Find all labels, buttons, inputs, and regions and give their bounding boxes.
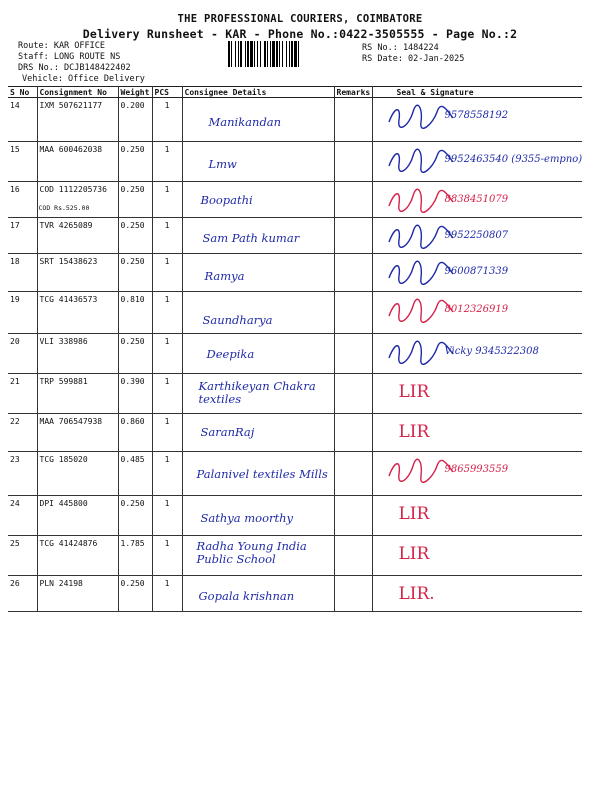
row-pcs-text: 1 xyxy=(164,101,170,110)
row-signature xyxy=(372,374,582,414)
row-sno xyxy=(8,142,37,182)
row-pcs xyxy=(152,576,182,612)
row-consignment-no-text: MAA 600462038 xyxy=(39,145,103,154)
row-pcs xyxy=(152,218,182,254)
row-weight-text: 0.200 xyxy=(120,101,145,110)
rs-date: RS Date: 02-Jan-2025 xyxy=(362,54,465,64)
col-weight: Weight xyxy=(118,87,152,98)
row-pcs-text: 1 xyxy=(164,499,170,508)
row-consignee xyxy=(182,98,334,142)
consignee-handwriting: Sam Path kumar xyxy=(202,231,300,245)
row-weight-text: 0.860 xyxy=(120,417,145,426)
table-row xyxy=(8,414,582,452)
row-consignee xyxy=(182,576,334,612)
row-consignment-no-text: SRT 15438623 xyxy=(39,257,98,266)
row-consignment-no xyxy=(37,182,118,218)
table-row xyxy=(8,452,582,496)
row-weight-text: 0.250 xyxy=(120,499,145,508)
row-weight-text: 0.250 xyxy=(120,185,145,194)
row-remarks xyxy=(334,218,372,254)
row-consignment-no-text: DPI 445800 xyxy=(39,499,88,508)
table-row xyxy=(8,576,582,612)
row-signature xyxy=(372,292,582,334)
barcode-image xyxy=(228,41,348,67)
row-weight xyxy=(118,98,152,142)
signature-text: 9600871339 xyxy=(444,266,509,277)
row-pcs-text: 1 xyxy=(164,455,170,464)
row-consignment-no xyxy=(37,98,118,142)
row-weight xyxy=(118,414,152,452)
row-remarks xyxy=(334,452,372,496)
table-header-row xyxy=(8,87,582,98)
row-consignment-no xyxy=(37,536,118,576)
row-pcs xyxy=(152,414,182,452)
row-signature xyxy=(372,98,582,142)
row-signature xyxy=(372,414,582,452)
table-row xyxy=(8,536,582,576)
col-consignment: Consignment No xyxy=(37,87,118,98)
row-consignee xyxy=(182,334,334,374)
row-weight-text: 0.250 xyxy=(120,579,145,588)
row-pcs-text: 1 xyxy=(164,579,170,588)
row-remarks xyxy=(334,536,372,576)
cod-amount: COD Rs.525.00 xyxy=(38,204,90,212)
row-remarks xyxy=(334,374,372,414)
row-pcs-text: 1 xyxy=(164,145,170,154)
consignee-handwriting: Karthikeyan Chakra textiles xyxy=(198,379,316,406)
row-sno-text: 23 xyxy=(10,455,20,464)
row-pcs-text: 1 xyxy=(164,417,170,426)
row-pcs xyxy=(152,98,182,142)
row-consignment-no xyxy=(37,218,118,254)
table-row xyxy=(8,496,582,536)
row-remarks xyxy=(334,292,372,334)
signature-text: 9952463540 (9355-empno) xyxy=(444,154,582,165)
row-weight-text: 0.250 xyxy=(120,221,145,230)
row-weight xyxy=(118,536,152,576)
row-pcs xyxy=(152,334,182,374)
signature-text: LIR xyxy=(398,422,430,442)
row-signature xyxy=(372,334,582,374)
row-sno-text: 19 xyxy=(10,295,20,304)
col-sno: S No xyxy=(8,87,37,98)
signature-text: LIR. xyxy=(398,584,435,604)
row-pcs xyxy=(152,182,182,218)
signature-text: 9578558192 xyxy=(444,110,509,121)
row-weight-text: 0.250 xyxy=(120,257,145,266)
row-pcs xyxy=(152,142,182,182)
col-pcs: PCS xyxy=(152,87,182,98)
row-weight-text: 0.810 xyxy=(120,295,145,304)
signature-text: Vicky 9345322308 xyxy=(444,346,539,357)
row-pcs-text: 1 xyxy=(164,377,170,386)
runsheet-table xyxy=(8,86,582,612)
row-consignment-no xyxy=(37,292,118,334)
row-signature xyxy=(372,496,582,536)
signature-text: 8838451079 xyxy=(444,194,509,205)
row-consignment-no xyxy=(37,576,118,612)
row-remarks xyxy=(334,98,372,142)
row-weight-text: 0.250 xyxy=(120,337,145,346)
row-consignment-no xyxy=(37,334,118,374)
row-consignment-no xyxy=(37,414,118,452)
col-signature: Seal & Signature xyxy=(372,87,582,98)
row-sno-text: 22 xyxy=(10,417,20,426)
drs-label: DRS No.: DCJB148422402 xyxy=(18,63,131,73)
row-weight xyxy=(118,496,152,536)
staff-label: Staff: LONG ROUTE NS xyxy=(18,52,121,62)
row-weight xyxy=(118,142,152,182)
table-row xyxy=(8,334,582,374)
row-consignee xyxy=(182,452,334,496)
row-signature xyxy=(372,218,582,254)
row-pcs xyxy=(152,254,182,292)
row-consignee xyxy=(182,292,334,334)
consignee-handwriting: Lmw xyxy=(208,157,237,171)
row-consignee xyxy=(182,182,334,218)
row-signature xyxy=(372,452,582,496)
row-sno xyxy=(8,292,37,334)
row-remarks xyxy=(334,182,372,218)
row-remarks xyxy=(334,334,372,374)
runsheet-title: Delivery Runsheet - KAR - Phone No.:0422-3505555 - Page No.:2 xyxy=(82,27,518,41)
col-remarks: Remarks xyxy=(334,87,372,98)
consignee-handwriting: Manikandan xyxy=(208,115,282,129)
signature-text: LIR xyxy=(398,382,430,402)
row-weight xyxy=(118,254,152,292)
consignee-handwriting: Ramya xyxy=(204,269,245,283)
signature-text: 9865993559 xyxy=(444,464,509,475)
row-sno-text: 16 xyxy=(10,185,20,194)
consignee-handwriting: SaranRaj xyxy=(200,425,255,439)
table-row xyxy=(8,182,582,218)
row-remarks xyxy=(334,576,372,612)
row-pcs xyxy=(152,496,182,536)
row-pcs xyxy=(152,536,182,576)
consignee-handwriting: Boopathi xyxy=(200,193,253,207)
row-consignment-no-text: COD 1112205736 xyxy=(39,185,107,194)
row-sno xyxy=(8,374,37,414)
table-row xyxy=(8,374,582,414)
row-weight-text: 0.250 xyxy=(120,145,145,154)
row-weight xyxy=(118,182,152,218)
consignee-handwriting: Sathya moorthy xyxy=(200,511,294,525)
row-consignee xyxy=(182,496,334,536)
row-signature xyxy=(372,576,582,612)
row-consignee xyxy=(182,142,334,182)
consignee-handwriting: Deepika xyxy=(206,347,255,361)
row-pcs xyxy=(152,452,182,496)
row-sno xyxy=(8,98,37,142)
row-consignee xyxy=(182,254,334,292)
row-pcs-text: 1 xyxy=(164,337,170,346)
row-consignment-no-text: TCG 41424876 xyxy=(39,539,98,548)
row-signature xyxy=(372,182,582,218)
row-consignee xyxy=(182,218,334,254)
row-sno xyxy=(8,536,37,576)
vehicle-label: Vehicle: Office Delivery xyxy=(22,74,145,84)
signature-text: LIR xyxy=(398,504,430,524)
signature-text: LIR xyxy=(398,544,430,564)
row-sno-text: 14 xyxy=(10,101,20,110)
row-weight xyxy=(118,576,152,612)
row-weight xyxy=(118,334,152,374)
row-remarks xyxy=(334,142,372,182)
row-sno-text: 18 xyxy=(10,257,20,266)
row-consignment-no xyxy=(37,254,118,292)
row-sno xyxy=(8,254,37,292)
row-sno-text: 25 xyxy=(10,539,20,548)
row-weight xyxy=(118,292,152,334)
row-sno-text: 15 xyxy=(10,145,20,154)
row-consignment-no-text: MAA 706547938 xyxy=(39,417,103,426)
row-sno-text: 24 xyxy=(10,499,20,508)
row-weight xyxy=(118,452,152,496)
row-consignee xyxy=(182,536,334,576)
table-row xyxy=(8,218,582,254)
row-pcs xyxy=(152,292,182,334)
row-pcs xyxy=(152,374,182,414)
row-consignment-no-text: TCG 185020 xyxy=(39,455,88,464)
row-weight-text: 0.390 xyxy=(120,377,145,386)
row-consignment-no xyxy=(37,142,118,182)
row-consignment-no-text: PLN 24198 xyxy=(39,579,83,588)
row-sno xyxy=(8,452,37,496)
rs-number: RS No.: 1484224 xyxy=(362,43,439,53)
signature-text: 8012326919 xyxy=(444,304,509,315)
row-consignee xyxy=(182,414,334,452)
row-sno xyxy=(8,334,37,374)
row-pcs-text: 1 xyxy=(164,257,170,266)
signature-text: 9952250807 xyxy=(444,230,509,241)
row-consignment-no-text: TRP 599881 xyxy=(39,377,88,386)
row-pcs-text: 1 xyxy=(164,295,170,304)
table-row xyxy=(8,292,582,334)
row-weight-text: 0.485 xyxy=(120,455,145,464)
row-consignment-no-text: TCG 41436573 xyxy=(39,295,98,304)
consignee-handwriting: Palanivel textiles Mills xyxy=(196,467,328,481)
route-label: Route: KAR OFFICE xyxy=(18,41,105,51)
consignee-handwriting: Radha Young India Public School xyxy=(196,539,307,566)
company-title: THE PROFESSIONAL COURIERS, COIMBATORE xyxy=(177,13,423,25)
row-pcs-text: 1 xyxy=(164,185,170,194)
row-weight xyxy=(118,218,152,254)
consignee-handwriting: Saundharya xyxy=(202,313,273,327)
row-sno-text: 20 xyxy=(10,337,20,346)
table-row xyxy=(8,142,582,182)
consignee-handwriting: Gopala krishnan xyxy=(198,589,295,603)
row-remarks xyxy=(334,254,372,292)
col-consignee: Consignee Details xyxy=(182,87,334,98)
row-consignment-no xyxy=(37,452,118,496)
table-row xyxy=(8,254,582,292)
row-sno-text: 17 xyxy=(10,221,20,230)
row-consignment-no-text: VLI 338986 xyxy=(39,337,88,346)
row-signature xyxy=(372,254,582,292)
row-sno-text: 26 xyxy=(10,579,20,588)
row-consignee xyxy=(182,374,334,414)
row-consignment-no xyxy=(37,496,118,536)
row-remarks xyxy=(334,414,372,452)
table-row xyxy=(8,98,582,142)
row-weight xyxy=(118,374,152,414)
row-sno xyxy=(8,218,37,254)
row-pcs-text: 1 xyxy=(164,539,170,548)
row-sno xyxy=(8,496,37,536)
row-consignment-no xyxy=(37,374,118,414)
row-sno xyxy=(8,182,37,218)
row-consignment-no-text: TVR 4265089 xyxy=(39,221,93,230)
row-consignment-no-text: IXM 507621177 xyxy=(39,101,103,110)
row-pcs-text: 1 xyxy=(164,221,170,230)
row-signature xyxy=(372,536,582,576)
row-signature xyxy=(372,142,582,182)
row-weight-text: 1.785 xyxy=(120,539,145,548)
row-sno-text: 21 xyxy=(10,377,20,386)
row-sno xyxy=(8,414,37,452)
row-sno xyxy=(8,576,37,612)
row-remarks xyxy=(334,496,372,536)
